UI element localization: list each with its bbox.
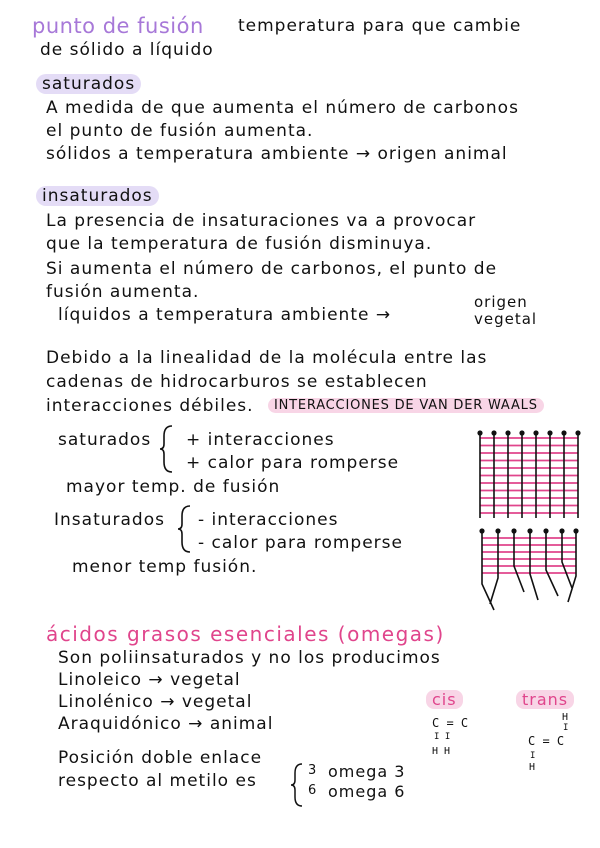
posicion-line2: respecto al metilo es xyxy=(58,771,257,791)
linealidad-line2: cadenas de hidrocarburos se establecen xyxy=(46,372,428,392)
unsaturated-chain-head xyxy=(573,528,578,533)
unsaturated-chain-head xyxy=(495,528,500,533)
saturados-line3: sólidos a temperatura ambiente → origen animal xyxy=(46,144,508,164)
omega-number-3: 3 xyxy=(308,763,318,778)
saturados-result: mayor temp. de fusión xyxy=(66,477,281,497)
saturated-chain-head xyxy=(491,430,496,435)
omega-3-label: omega 3 xyxy=(328,762,406,781)
unsaturated-chain-head xyxy=(559,528,564,533)
insaturados-line2: que la temperatura de fusión disminuya. xyxy=(46,234,433,254)
saturated-chains-illustration xyxy=(472,428,592,520)
unsaturated-chain xyxy=(490,532,498,604)
omega-brace-icon xyxy=(290,762,306,808)
saturated-chain-head xyxy=(533,430,538,435)
insaturados-brace-icon xyxy=(176,504,196,554)
linealidad-line3: interacciones débiles. xyxy=(46,396,254,416)
saturated-chain-head xyxy=(505,430,510,435)
saturados-line1: A medida de que aumenta el número de carbonos xyxy=(46,98,519,118)
trans-h-bottom: H xyxy=(529,762,536,773)
unsaturated-chain xyxy=(562,532,572,588)
omegas-line1: Son poliinsaturados y no los producimos xyxy=(58,648,441,668)
saturated-chain-head xyxy=(519,430,524,435)
saturados-line2: el punto de fusión aumenta. xyxy=(46,121,314,141)
cis-hydrogens: H H xyxy=(432,746,451,757)
origen-label: origen xyxy=(474,293,528,311)
cis-bonds: I I xyxy=(434,732,451,742)
unsaturated-chain-head xyxy=(543,528,548,533)
insaturados-line3: Si aumenta el número de carbonos, el punto de xyxy=(46,259,498,279)
unsaturated-chain-head xyxy=(479,528,484,533)
saturated-chain-head xyxy=(547,430,552,435)
vegetal-label: vegetal xyxy=(474,310,538,328)
unsaturated-chain xyxy=(568,532,576,602)
insaturados-line1: La presencia de insaturaciones va a provocar xyxy=(46,211,477,231)
insaturados-item1: - interacciones xyxy=(198,510,339,530)
omegas-item-linolenico: Linolénico → vegetal xyxy=(58,692,253,712)
trans-label: trans xyxy=(516,690,574,709)
saturated-chain-head xyxy=(575,430,580,435)
insaturados-result: menor temp fusión. xyxy=(72,557,258,577)
saturados-brace-icon xyxy=(158,424,178,474)
punto-fusion-title: punto de fusión xyxy=(32,14,204,38)
linealidad-line1: Debido a la linealidad de la molécula entre las xyxy=(46,348,488,368)
saturados-item1: + interacciones xyxy=(186,430,335,450)
unsaturated-chain-head xyxy=(527,528,532,533)
van-der-waals-highlight: INTERACCIONES DE VAN DER WAALS xyxy=(268,398,544,413)
saturados-item2: + calor para romperse xyxy=(186,453,400,473)
trans-formula: C = C xyxy=(528,734,565,748)
comparacion-saturados-label: saturados xyxy=(58,430,152,450)
saturated-chain-head xyxy=(477,430,482,435)
omega-number-6: 6 xyxy=(308,783,318,798)
saturated-chain-head xyxy=(561,430,566,435)
cis-label: cis xyxy=(426,690,463,709)
insaturados-item2: - calor para romperse xyxy=(198,533,403,553)
unsaturated-chains-illustration xyxy=(472,526,592,612)
unsaturated-chain xyxy=(546,532,558,596)
insaturados-heading: insaturados xyxy=(36,186,159,206)
cis-formula: C = C xyxy=(432,716,469,730)
unsaturated-chain-head xyxy=(511,528,516,533)
punto-fusion-definition-line2: de sólido a líquido xyxy=(40,40,214,60)
omega-6-label: omega 6 xyxy=(328,782,406,801)
omegas-item-linoleico: Linoleico → vegetal xyxy=(58,670,241,690)
unsaturated-chain xyxy=(514,532,524,592)
posicion-line1: Posición doble enlace xyxy=(58,748,263,768)
insaturados-line5: líquidos a temperatura ambiente → xyxy=(58,305,392,325)
trans-h-top: H xyxy=(562,712,569,723)
omegas-item-araquidonico: Araquidónico → animal xyxy=(58,714,274,734)
punto-fusion-definition-line1: temperatura para que cambie xyxy=(238,16,522,36)
comparacion-insaturados-label: Insaturados xyxy=(54,510,165,530)
trans-bond-top: I xyxy=(563,723,569,733)
saturados-heading: saturados xyxy=(36,74,141,94)
trans-bond-bottom: I xyxy=(530,751,536,761)
insaturados-line4: fusión aumenta. xyxy=(46,282,200,302)
omegas-title: ácidos grasos esenciales (omegas) xyxy=(46,622,445,646)
